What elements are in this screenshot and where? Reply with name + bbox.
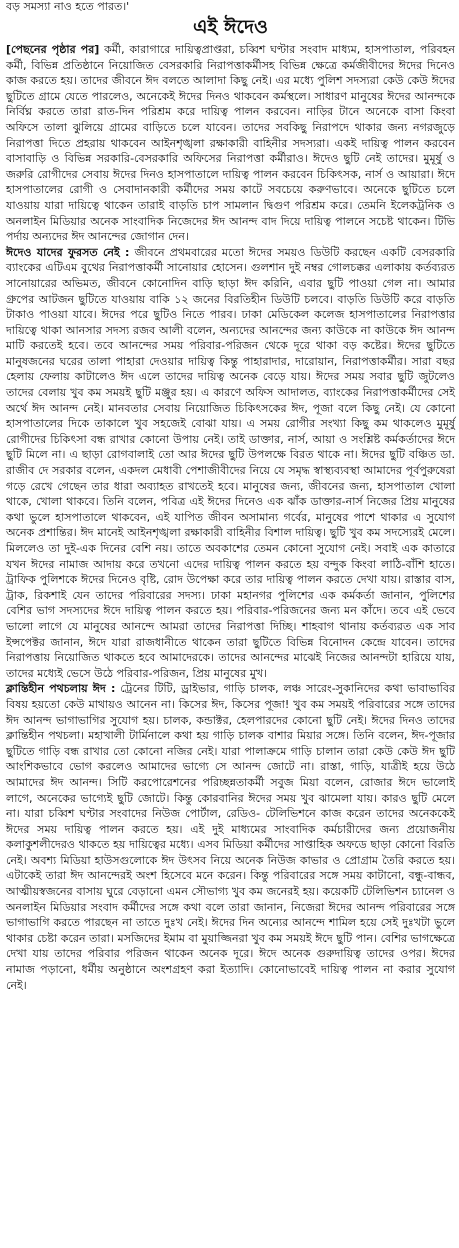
paragraph-text: জীবনে প্রথমবারের মতো ঈদের সময়ও ডিউটি করছেন একটি বেসরকারি ব্যাংকের এটিএম বুথের নিরাপত্তাকর্মী সানোয়ার হোসেন। গুলশান দুই নম্বর গোলচক্কর এলাকায় কর্তব্যরত সানোয়ারের অভিমত, জীবনে কোনোদিন বাড়ি ছাড়া ঈদ করিনি, এবার ছুটি পাওয়া গেল না। আমার গ্রুপের আটজন ছুটিতে যাওয়ায় বাকি ১২ জনের বিরতিহীন ডিউটি চলবে। বাড়তি ডিউটি করে বাড়তি টাকাও পাওয়া যাবে। ঈদের পরে ছুটিও নিতে পারব। ঢাকা মেডিকেল কলেজ হাসপাতালের নিরাপত্তার দায়িত্বে থাকা আনসার সদস্য রজব আলী বলেন, অন্যদের আনন্দের জন্য কাউকে না কাউকে ঈদ আনন্দ মাটি করতেই হবে। তবে আনন্দের সময় পরিবার-পরিজন থেকে দূরে থাকা বড় কষ্টের। ঈদের ছুটিতে মানুষজনের ঘরের তালা পাহারা দেওয়ার দায়িত্ব কিন্তু পাহারাদার, দারোয়ান, নিরাপত্তাকর্মীর। সারা বছর হেলায় ফেলায় কাটালেও ঈদ এলে তাদের দায়িত্ব অনেক বেড়ে যায়। ঈদের সময় সবার ছুটি জুটলেও তাদের বেলায় খুব কম সময়ই ছুটি মঞ্জুর হয়। এ কারণে অফিস আদালত, ব্যাংকের নিরাপত্তাকর্মীদের সেই অর্থে ঈদ আনন্দ নেই। মানবতার সেবায় নিয়োজিত চিকিৎসকের ঈদ, পূজা বলে কিছু নেই। যে কোনো হাসপাতালের দিকে তাকালে খুব সহজেই বোঝা যায়। এ সময় রোগীর সংখ্যা কিছু কম থাকলেও মুমূর্ষু রোগীদের চিকিৎসা বন্ধ রাখার কোনো উপায় নেই। তাই ডাক্তার, নার্স, আয়া ও সংশ্লিষ্ট কর্মকর্তাদের ঈদে ছুটি মিলে না। এ ছাড়া রোগবালাই তো আর ঈদের ছুটি উপলক্ষে বিরত থাকে না। ঈদের ছুটি বঞ্চিত ডা. রাজীব দে সরকার বলেন, একদল মেধাবী পেশাজীবীদের নিয়ে যে সমৃদ্ধ স্বাস্থ্যব্যবস্থা আমাদের পূর্বপুরুষেরা গড়ে রেখে গেছেন তার ধারা অব্যাহত রাখতেই হবে। মানুষের জন্য, জীবনের জন্য, হাসপাতাল খোলা থাকে, খোলা থাকবে। তিনি বলেন, পবিত্র এই ঈদের দিনেও এক ঝাঁক ডাক্তার-নার্স নিজের প্রিয় মানুষের কথা ভুলে হাসপাতালে থাকবেন, এই যাপিত জীবন অসামান্য গর্বের, মানুষের পাশে থাকার এ সুযোগ অনেক প্রশান্তির। ঈদ মানেই আইনশৃঙ্খলা রক্ষাকারী বাহিনীর বিশাল দায়িত্ব। ছুটি খুব কম সদস্যেরই মেলে। মিললেও তা দুই-এক দিনের বেশি নয়। তাতে অবকাশের তেমন কোনো সুযোগ নেই। সবাই এক কাতারে যখন ঈদের নামাজ আদায় করে তখনো এদের দায়িত্ব পালন করতে হয় বন্দুক কিংবা লাঠি-বাঁশি হাতে। ট্রাফিক পুলিশকে ঈদের দিনেও বৃষ্টি, রোদ উপেক্ষা করে তার দায়িত্ব পালন করতে দেখা যায়। রাস্তার বাস, ট্রাক, রিকশাই যেন তাদের পরিবারের সদস্য। ঢাকা মহানগর পুলিশের এক কর্মকর্তা জানান, পুলিশের বেশির ভাগ সদস্যদের ঈদে দায়িত্ব পালন করতে হয়। পরিবার-পরিজনের জন্য মন কাঁদে। তবে এই ভেবে ভালো লাগে যে মানুষের আনন্দে আমরা তাদের নিরাপত্তা দিচ্ছি। শাহবাগ থানায় কর্তব্যরত এক সাব ইন্সপেক্টর জানান, ঈদে যারা রাজধানীতে থাকেন তারা ছুটিতে বিভিন্ন বিনোদন কেন্দ্রে যাবেন। তাদের নিরাপত্তায় নিয়োজিত থাকতে হবে আমাদেরকে। তাদের আনন্দের মাঝেই নিজের আনন্দটা হারিয়ে যায়, তাদের মধ্যেই ভেসে উঠে পরিবার-পরিজন, প্রিয় মানুষের মুখ। — [6, 245, 455, 680]
article-headline: এই ঈদেও — [193, 16, 268, 38]
subheading: ঈদেও যাদের ফুরসত নেই : — [6, 245, 130, 259]
paragraph-text: ট্রেনের টিটি, ড্রাইভার, গাড়ি চালক, লঞ্চ সারেং-সুকানিদের কথা ভাবাভাবির বিষয় হয়তো কেউ মাথায়ও আনেন না। কিসের ঈদ, কিসের পূজা! খুব কম সময়ই পরিবারের সঙ্গে তাদের ঈদ আনন্দ ভাগাভাগির সুযোগ হয়। চালক, কন্ডাক্টর, হেলপারদের কোনো ছুটি নেই। ঈদের দিনও তাদের ক্লান্তিহীন পথচলা। মহাখালী টার্মিনালে কথা হয় গাড়ি চালক বাশার মিয়ার সঙ্গে। তিনি বলেন, ঈদ-পূজার ছুটিতে গাড়ি বন্ধ রাখার তো কোনো নজির নেই। যারা পালাক্রমে গাড়ি চালান তারা কেউ কেউ ঈদ ছুটি আংশিকভাবে ভোগ করলেও আমাদের ভাগ্যে সে আনন্দ জোটে না। রাস্তা, গাড়ি, যাত্রীই হয়ে উঠে আমাদের ঈদ আনন্দ। সিটি করপোরেশনের পরিচ্ছন্নতাকর্মী সবুজ মিয়া বলেন, রোজার ঈদে ভালোই লাগে, অনেকের ভাগ্যেই ছুটি জোটে। কিন্তু কোরবানির ঈদের সময় খুব ঝামেলা যায়। কারও ছুটি মেলে না। যারা চব্বিশ ঘণ্টার সংবাদের নিউজ পোর্টাল, রেডিও- টেলিভিশনে কাজ করেন তাদের অনেককেই ঈদের সময় দায়িত্ব পালন করতে হয়। এই দুই মাধ্যমের সাংবাদিক কর্মচারীদের জন্য প্রয়োজনীয় কলাকুশলীদেরও থাকতে হয় দায়িত্বের মধ্যে। এসব মিডিয়া কর্মীদের সাপ্তাহিক অফডে ছাড়া কোনো বিরতি নেই। অবশ্য মিডিয়া হাউসগুলোকে ঈদ উৎসব নিয়ে অনেক নিউজ কাভার ও প্রোগ্রাম তৈরি করতে হয়। এটাকেই তারা ঈদ আনন্দেরই অংশ হিসেবে মনে করেন। কিন্তু পরিবারের সঙ্গে সময় কাটানো, বন্ধু-বান্ধব, আত্মীয়স্বজনের বাসায় ঘুরে বেড়ানো এমন সৌভাগ্য খুব কম জনেরই হয়। কয়েকটি টেলিভিশন চ্যানেল ও অনলাইন মিডিয়ার সংবাদ কর্মীদের সঙ্গে কথা বলে তারা জানান, নিজেরা ঈদের আনন্দ পরিবারের সঙ্গে ভাগাভাগি করতে পারছেন না তাতে দুঃখ নেই। ঈদের দিন অন্যের আনন্দে শামিল হয়ে সেই দুঃখটা ভুলে থাকার চেষ্টা করেন তারা। মসজিদের ইমাম বা মুয়াজ্জিনরা খুব কম সময়ই ঈদে ছুটি পান। বেশির ভাগক্ষেত্রে দেখা যায় তাদের পরিবার পরিজন থাকেন অনেক দূরে। ঈদে অনেক গুরুদায়িত্ব তাদের ওপর। ঈদের নামাজ পড়ানো, ধর্মীয় অনুষ্ঠানে অংশগ্রহণ করা ইত্যাদি। কোনোভাবেই দায়িত্ব পালন না করার সুযোগ নেই। — [6, 682, 455, 992]
continuation-marker: [পেছনের পৃষ্ঠার পর] — [6, 43, 100, 56]
subheading: ক্লান্তিহীন পথচলায় ঈদ : — [6, 682, 116, 696]
previous-article-tail: বড় সমস্যা নাও হতে পারত।' — [6, 0, 130, 13]
paragraph-text: কর্মী, কারাগারে দায়িত্বপ্রাপ্তরা, চব্বিশ ঘণ্টার সংবাদ মাধ্যম, হাসপাতাল, পরিবহন কর্মী, বিভিন্ন প্রতিষ্ঠানে নিয়োজিত বেসরকারি নিরাপত্তাকর্মীসহ বিভিন্ন ক্ষেত্রে কর্মজীবীদের ঈদের দিনেও কাজ করতে হয়। তাদের জীবনে ঈদ বলতে আলাদা কিছু নেই। এর মধ্যে পুলিশ সদস্যরা কেউ কেউ ঈদের ছুটিতে গ্রামে যেতে পারলেও, অনেকেই ঈদের দিনও থাকবেন কর্মস্থলে। সাধারণ মানুষের ঈদের আনন্দকে নির্বিঘ্ন করতে তারা রাত-দিন পরিশ্রম করে দায়িত্ব পালন করবেন। নাড়ির টানে অনেকে বাসা কিংবা অফিসে তালা ঝুলিয়ে গ্রামের বাড়িতে চলে যাবেন। তাদের সবকিছু নিরাপদে থাকার জন্য নগরজুড়ে নিরাপত্তা দিতে প্রহরায় থাকবেন আইনশৃঙ্খলা রক্ষাকারী বাহিনীর সদস্যরা। একই দায়িত্ব পালন করবেন বাসাবাড়ি ও বিভিন্ন সরকারি-বেসরকারি অফিসের নিরাপত্তা কর্মীরাও। ঈদেও ছুটি নেই তাদের। মুমূর্ষু ও জরুরি রোগীদের সেবায় ঈদের দিনও হাসপাতালে দায়িত্ব পালন করবেন চিকিৎসক, নার্স ও আয়ারা। ঈদে হাসপাতালের রোগী ও সেবাদানকারী কর্মীদের সময় কাটে সবচেয়ে করুণভাবে। অনেকে ছুটিতে চলে যাওয়ায় যারা দায়িত্বে থাকেন তারাই বাড়তি চাপ সামলান দ্বিগুণ পরিশ্রম করে। তেমনি ইলেকট্রনিক ও অনলাইন মিডিয়ার অনেক সাংবাদিক নিজেদের ঈদ আনন্দ বাদ দিয়ে দায়িত্ব পালনে সচেষ্ট থাকেন। টিভি পর্দায় অন্যদের ঈদ আনন্দের জোগান দেন। — [6, 43, 455, 244]
article-paragraph — [6, 681, 455, 993]
article-paragraph — [6, 42, 455, 245]
article-paragraph — [6, 245, 455, 682]
